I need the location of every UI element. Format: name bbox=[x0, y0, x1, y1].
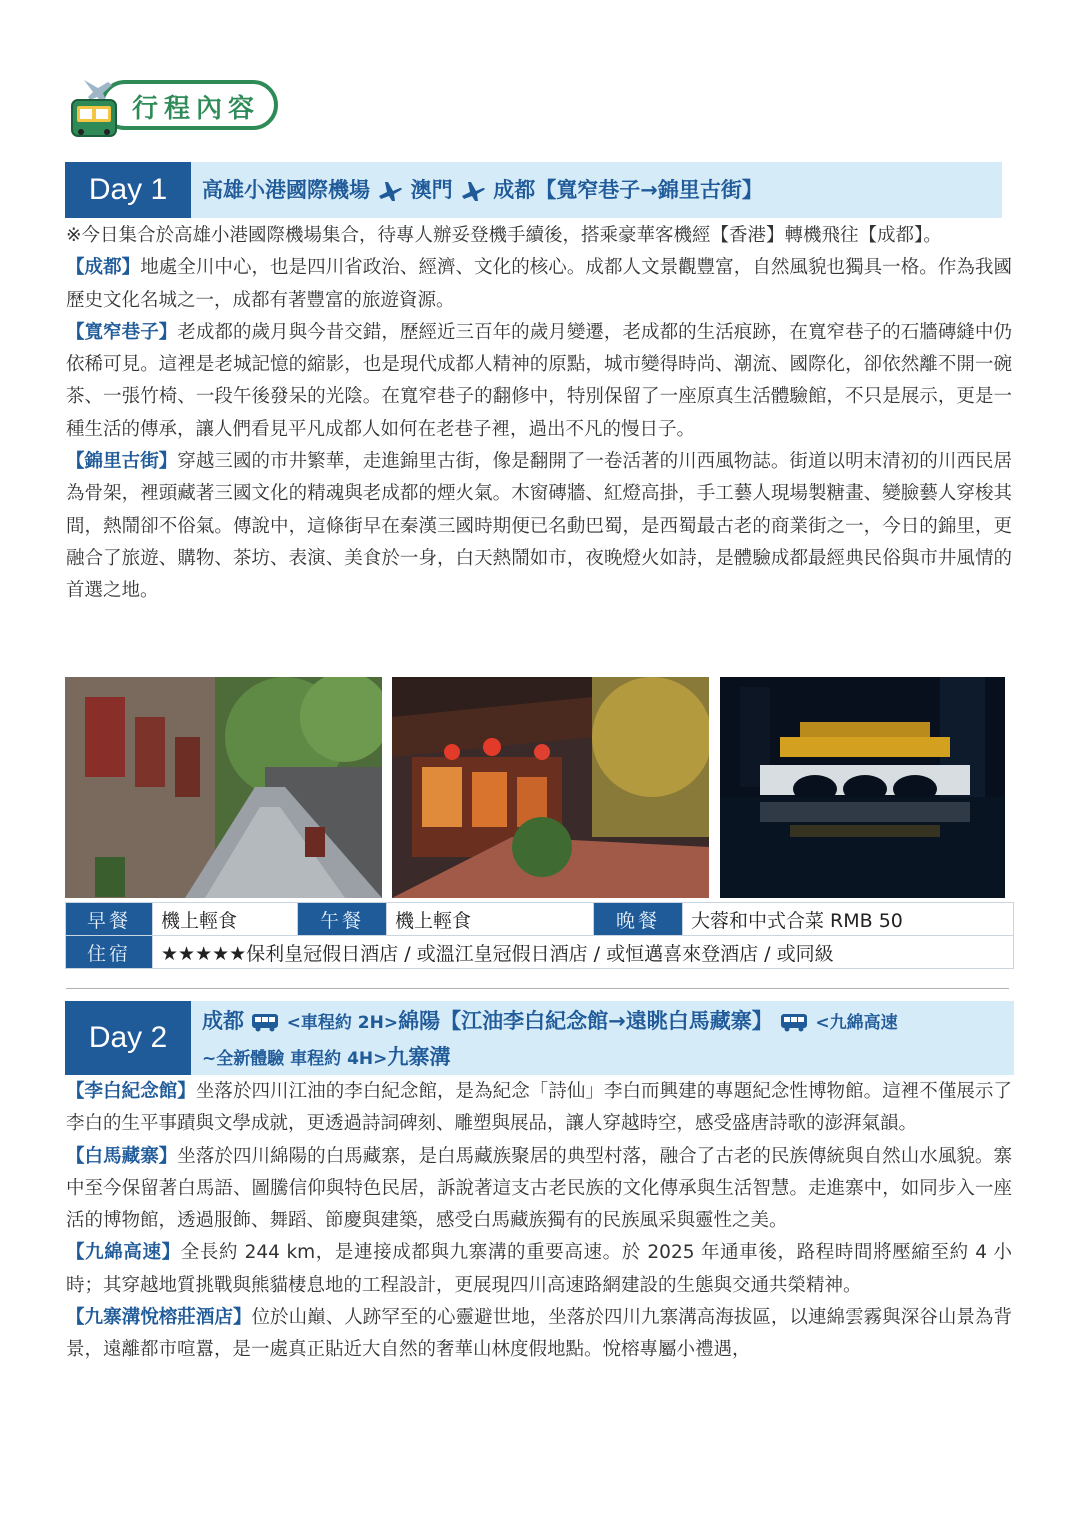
day2-description bbox=[66, 1076, 1012, 1367]
hotel-label: 住宿 bbox=[66, 936, 153, 969]
photo-jinli-street bbox=[392, 677, 709, 898]
section-jinli: 【錦里古街】穿越三國的市井繁華，走進錦里古街，像是翻開了一卷活著的川西風物誌。街道以明末清初的川西民居為骨架，裡頭藏著三國文化的精魂與老成都的煙火氣。木窗磚牆、紅燈高掛，手工藝人現場製糖畫、變臉藝人穿梭其間，熱鬧卻不俗氣。傳說中，這條街早在秦漢三國時期便已名動巴蜀，是西蜀最古老的商業街之一，今日的錦里，更融合了旅遊、購物、茶坊、表演、美食於一身，白天熱鬧如市，夜晚燈火如詩，是體驗成都最經典民俗與市井風情的首選之地。 bbox=[66, 451, 1012, 602]
day2-title-line2: ~全新體驗 車程約 4H>九寨溝 bbox=[202, 1045, 451, 1069]
lunch-value: 機上輕食 bbox=[387, 903, 594, 936]
day1-meal-table bbox=[65, 902, 1014, 969]
day2-title-line1: 成都 <車程約 2H>綿陽【江油李白紀念館→遠眺白馬藏寨】 <九綿高速 bbox=[202, 1009, 898, 1033]
section-jiumian: 【九綿高速】全長約 244 km，是連接成都與九寨溝的重要高速。於 2025 年通車後，路程時間將壓縮至約 4 小時；其穿越地質挑戰與熊貓棲息地的工程設計，更展現四川高速路網建設的生態與交通共榮精神。 bbox=[66, 1242, 1012, 1296]
day1-intro: ※今日集合於高雄小港國際機場集合，待專人辦妥登機手續後，搭乘豪華客機經【香港】轉機飛往【成都】。 bbox=[66, 225, 942, 246]
airplane-icon bbox=[377, 180, 403, 202]
day1-bar bbox=[65, 162, 1002, 218]
day1-transit: 澳門 bbox=[410, 178, 453, 202]
day-divider bbox=[66, 988, 1009, 989]
meal-row bbox=[66, 903, 1014, 936]
photo-anshun-bridge bbox=[720, 677, 1005, 898]
hotel-row bbox=[66, 936, 1014, 969]
day2-bar bbox=[65, 1001, 1014, 1075]
badge-title: 行程內容 bbox=[132, 94, 261, 124]
lunch-label: 午餐 bbox=[298, 903, 387, 936]
bus-icon bbox=[66, 76, 130, 140]
day1-destination: 成都【寬窄巷子→錦里古街】 bbox=[493, 178, 763, 202]
section-libai: 【李白紀念館】坐落於四川江油的李白紀念館，是為紀念「詩仙」李白而興建的專題紀念性博物館。這裡不僅展示了李白的生平事蹟與文學成就，更透過詩詞碑刻、雕塑與展品，讓人穿越時空，感受盛唐詩歌的澎湃氣韻。 bbox=[66, 1081, 1012, 1135]
section-baima: 【白馬藏寨】坐落於四川綿陽的白馬藏寨，是白馬藏族聚居的典型村落，融合了古老的民族傳統與自然山水風貌。寨中至今保留著白馬語、圖騰信仰與特色民居，訴說著這支古老民族的文化傳承與生活智慧。走進寨中，如同步入一座活的博物館，透過服飾、舞蹈、節慶與建築，感受白馬藏族獨有的民族風采與靈性之美。 bbox=[66, 1145, 1012, 1232]
hotel-value: ★★★★★保利皇冠假日酒店 / 或溫江皇冠假日酒店 / 或恒邁喜來登酒店 / 或同級 bbox=[153, 936, 1014, 969]
bus-icon bbox=[780, 1012, 808, 1032]
dinner-value: 大蓉和中式合菜 RMB 50 bbox=[683, 903, 1014, 936]
day1-description bbox=[66, 220, 1012, 608]
section-kuanzhai: 【寬窄巷子】老成都的歲月與今昔交錯，歷經近三百年的歲月變遷，老成都的生活痕跡，在寬窄巷子的石牆磚縫中仍依稀可見。這裡是老城記憶的縮影，也是現代成都人精神的原點，城市變得時尚、潮流、國際化，卻依然離不開一碗茶、一張竹椅、一段午後發呆的光陰。在寬窄巷子的翻修中，特別保留了一座原真生活體驗館，不只是展示，更是一種生活的傳承，讓人們看見平凡成都人如何在老巷子裡，過出不凡的慢日子。 bbox=[66, 321, 1012, 440]
airplane-icon bbox=[460, 180, 486, 202]
breakfast-label: 早餐 bbox=[66, 903, 153, 936]
day1-label: Day 1 bbox=[65, 162, 191, 218]
day1-title bbox=[202, 173, 996, 207]
bus-icon bbox=[251, 1012, 279, 1032]
day2-title bbox=[202, 1004, 1008, 1076]
section-chengdu: 【成都】地處全川中心，也是四川省政治、經濟、文化的核心。成都人文景觀豐富，自然風貌也獨具一格。作為我國歷史文化名城之一，成都有著豐富的旅遊資源。 bbox=[66, 257, 1012, 311]
day1-origin: 高雄小港國際機場 bbox=[202, 178, 370, 202]
breakfast-value: 機上輕食 bbox=[153, 903, 298, 936]
section-banyan-tree: 【九寨溝悅榕莊酒店】位於山巔、人跡罕至的心靈避世地，坐落於四川九寨溝高海拔區，以連綿雲霧與深谷山景為背景，遠離都市喧囂，是一處真正貼近大自然的奢華山林度假地點。悅榕專屬小禮遇， bbox=[66, 1307, 1012, 1361]
photo-kuanzhai-alley bbox=[65, 677, 382, 898]
day2-label: Day 2 bbox=[65, 1001, 191, 1075]
dinner-label: 晚餐 bbox=[594, 903, 683, 936]
itinerary-header-badge bbox=[62, 72, 284, 146]
